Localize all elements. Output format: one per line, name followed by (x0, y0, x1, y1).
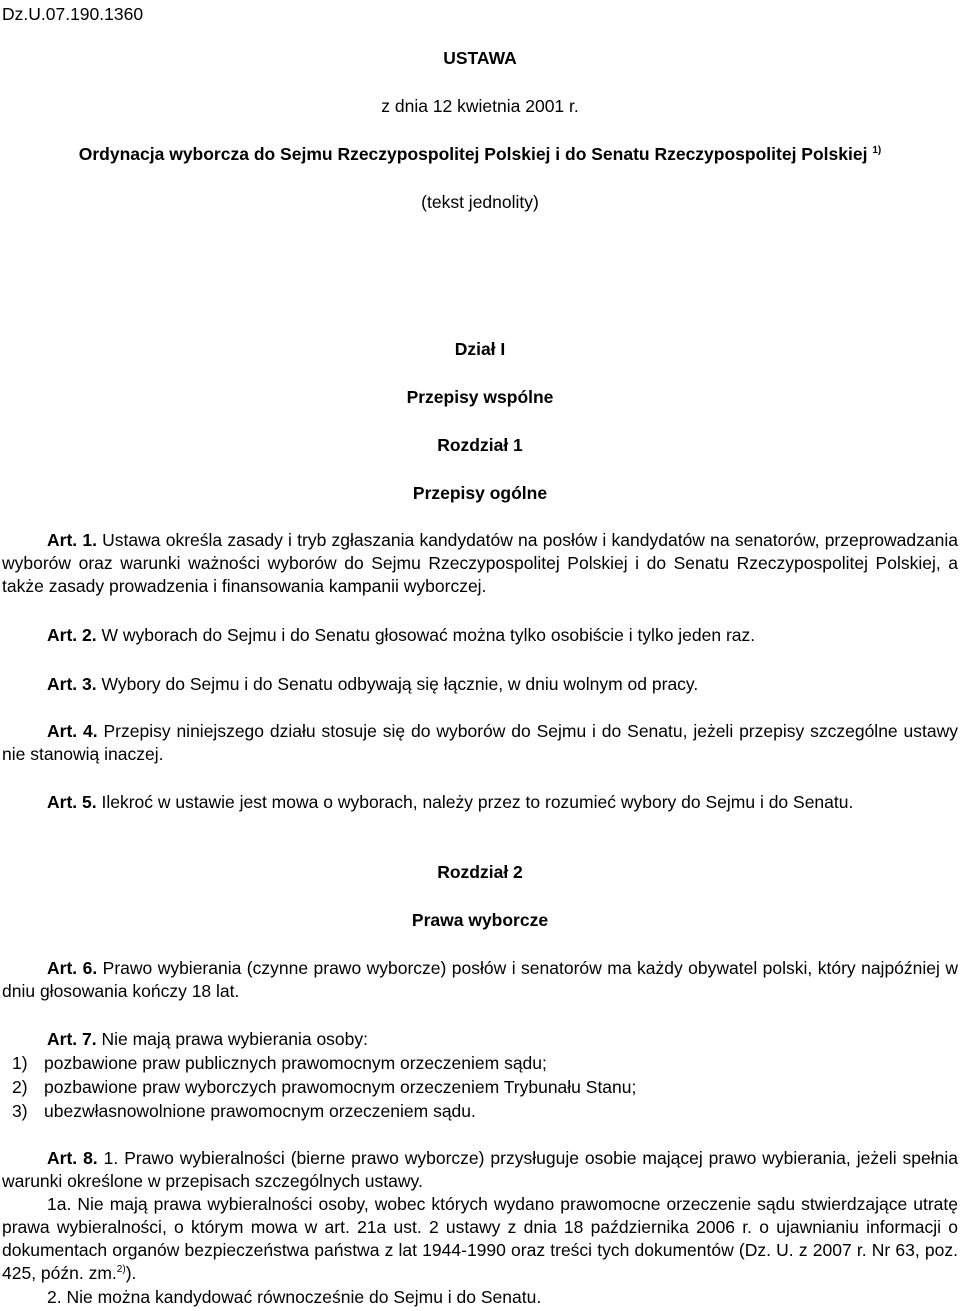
paragraph-text: Prawo wybieralności (bierne prawo wyborcze) przysługuje osobie mającej prawo wybierania, jeżeli spełnia warunki określone w przepisach szczególnych ustawy. (2, 1148, 958, 1192)
act-title (0, 143, 960, 166)
paragraph-number: 1a. (47, 1194, 72, 1215)
article-label: Art. 6. (47, 958, 98, 978)
list-item (12, 1100, 952, 1123)
article-label: Art. 5. (47, 792, 97, 812)
act-status: (tekst jednolity) (421, 192, 539, 212)
act-type: USTAWA (443, 48, 517, 68)
article-4 (2, 720, 958, 766)
article-text: Ustawa określa zasady i tryb zgłaszania kandydatów na posłów i kandydatów na senatorów, przeprowadzania wyborów oraz warunki ważności wyborów do Sejmu Rzeczypospolitej Polskiej i do Senatu Rzeczypospolitej Polskiej, a także zasady prowadzenia i finansowania kampanii wyborczej. (2, 530, 958, 597)
paragraph-text: Nie mają prawa wybieralności osoby, wobec których wydano prawomocne orzeczenie sądu stwierdzające utratę prawa wybieralności, o którym mowa w art. 21a ust. 2 ustawy z dnia 18 października 2006 r. o ujawnianiu informacji o dokumentach organów bezpieczeństwa państwa z lat 1944-1990 oraz treści tych dokumentów (Dz. U. z 2007 r. Nr 63, poz. 425, późn. zm. (2, 1194, 958, 1284)
footnote-ref: 2) (116, 1264, 126, 1276)
division-name: Przepisy wspólne (406, 387, 554, 407)
article-text: Przepisy niniejszego działu stosuje się do wyborów do Sejmu i do Senatu, jeżeli przepisy szczególne ustawy nie stanowią inaczej. (2, 721, 958, 765)
division-label: Dział I (454, 339, 506, 359)
list-item-text: pozbawione praw wyborczych prawomocnym orzeczeniem Trybunału Stanu; (44, 1077, 637, 1097)
list-item (12, 1052, 952, 1075)
article-text: Ilekroć w ustawie jest mowa o wyborach, należy przez to rozumieć wybory do Sejmu i do Senatu. (101, 792, 854, 812)
list-item-text: ubezwłasnowolnione prawomocnym orzeczeniem sądu. (44, 1101, 476, 1121)
paragraph-number: 1. (103, 1148, 119, 1168)
article-label: Art. 8. (47, 1148, 98, 1168)
list-item-number: 3) (12, 1101, 28, 1121)
list-item-text: pozbawione praw publicznych prawomocnym orzeczeniem sądu; (44, 1053, 547, 1073)
list-item-number: 1) (12, 1053, 28, 1073)
article-text: Nie mają prawa wybierania osoby: (101, 1029, 369, 1049)
article-3 (2, 673, 958, 696)
chapter-name: Prawa wyborcze (411, 910, 549, 930)
act-title-text: Ordynacja wyborcza do Sejmu Rzeczypospolitej Polskiej i do Senatu Rzeczypospolitej Polskiej (78, 144, 868, 164)
article-label: Art. 2. (47, 625, 97, 645)
chapter-label: Rozdział 2 (437, 862, 523, 882)
article-text: Wybory do Sejmu i do Senatu odbywają się łącznie, w dniu wolnym od pracy. (101, 674, 699, 694)
article-label: Art. 3. (47, 674, 97, 694)
chapter-label: Rozdział 1 (437, 435, 523, 455)
article-text: Prawo wybierania (czynne prawo wyborcze) posłów i senatorów ma każdy obywatel polski, który najpóźniej w dniu głosowania kończy 18 lat. (2, 958, 958, 1002)
article-6 (2, 957, 958, 1003)
article-label: Art. 1. (47, 530, 97, 550)
article-label: Art. 4. (47, 721, 98, 741)
article-5 (2, 791, 958, 814)
chapter-name: Przepisy ogólne (412, 483, 548, 503)
footnote-ref: 1) (872, 145, 882, 157)
paragraph-text: Nie można kandydować równocześnie do Sejmu i do Senatu. (66, 1286, 542, 1307)
article-2 (2, 624, 958, 647)
article-text: W wyborach do Sejmu i do Senatu głosować można tylko osobiście i tylko jeden raz. (101, 625, 756, 645)
journal-reference: Dz.U.07.190.1360 (2, 4, 144, 24)
article-7 (2, 1028, 958, 1051)
paragraph-text-end: ). (125, 1263, 137, 1284)
article-label: Art. 7. (47, 1029, 97, 1049)
act-date: z dnia 12 kwietnia 2001 r. (381, 96, 579, 116)
list-item (12, 1076, 952, 1099)
list-item-number: 2) (12, 1077, 28, 1097)
article-1 (2, 529, 958, 598)
paragraph-number: 2. (47, 1286, 62, 1307)
article-8 (2, 1147, 958, 1309)
